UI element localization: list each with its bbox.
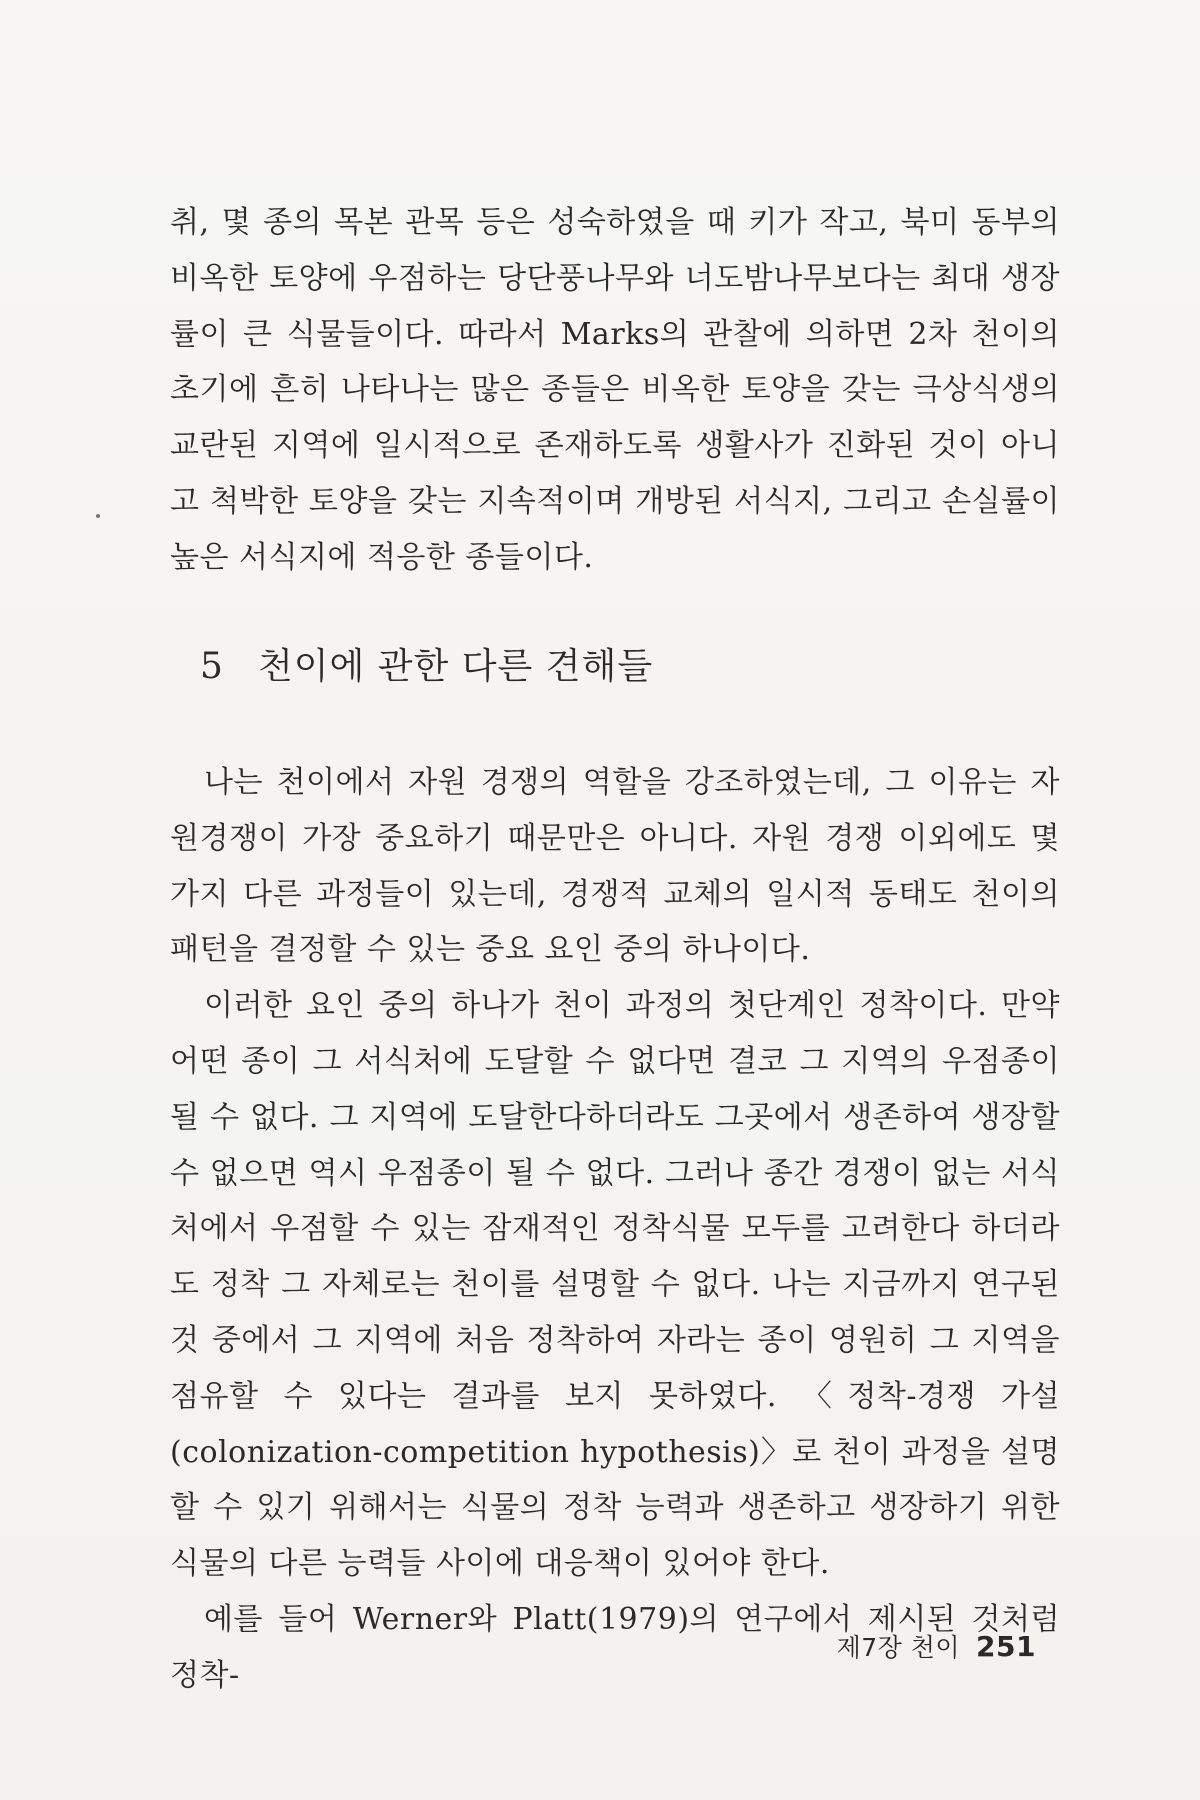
body-paragraph-1: 나는 천이에서 자원 경쟁의 역할을 강조하였는데, 그 이유는 자원경쟁이 가장 중요하기 때문만은 아니다. 자원 경쟁 이외에도 몇 가지 다른 과정들이 있는데, 경쟁적 교체의 일시적 동태도 천이의 패턴을 결정할 수 있는 중요 요인 중의 하나이다. [170, 765, 1060, 968]
body-paragraph-3: 예를 들어 Werner와 Platt(1979)의 연구에서 제시된 것처럼 정착- [170, 1601, 1060, 1693]
page-number: 251 [976, 1630, 1036, 1663]
continued-paragraph: 취, 몇 종의 목본 관목 등은 성숙하였을 때 키가 작고, 북미 동부의 비옥한 토양에 우점하는 당단풍나무와 너도밤나무보다는 최대 생장률이 큰 식물들이다. 따라서 Marks의 관찰에 의하면 2차 천이의 초기에 흔히 나타나는 많은 종들은 비옥한 토양을 갖는 극상식생의 교란된 지역에 일시적으로 존재하도록 생활사가 진화된 것이 아니고 척박한 토양을 갖는 지속적이며 개방된 서식지, 그리고 손실률이 높은 서식지에 적응한 종들이다. [170, 205, 1060, 575]
section-number: 5 [200, 646, 224, 687]
section-title: 천이에 관한 다른 견해들 [258, 646, 654, 687]
chapter-label: 제7장 천이 [836, 1633, 961, 1662]
section-heading [200, 645, 653, 688]
top-text-block [170, 195, 1060, 586]
body-paragraph-2: 이러한 요인 중의 하나가 천이 과정의 첫단계인 정착이다. 만약 어떤 종이 그 서식처에 도달할 수 없다면 결코 그 지역의 우점종이 될 수 없다. 그 지역에 도달한다하더라도 그곳에서 생존하여 생장할 수 없으면 역시 우점종이 될 수 없다. 그러나 종간 경쟁이 없는 서식처에서 우점할 수 있는 잠재적인 정착식물 모두를 고려한다 하더라도 정착 그 자체로는 천이를 설명할 수 없다. 나는 지금까지 연구된 것 중에서 그 지역에 처음 정착하여 자라는 종이 영원히 그 지역을 점유할 수 있다는 결과를 보지 못하였다. 〈정착-경쟁 가설(colonization-competition hypothesis)〉로 천이 과정을 설명할 수 있기 위해서는 식물의 정착 능력과 생존하고 생장하기 위한 식물의 다른 능력들 사이에 대응책이 있어야 한다. [170, 988, 1060, 1582]
stray-mark [96, 514, 100, 518]
page-footer [837, 1628, 1036, 1664]
section-body [170, 755, 1060, 1704]
